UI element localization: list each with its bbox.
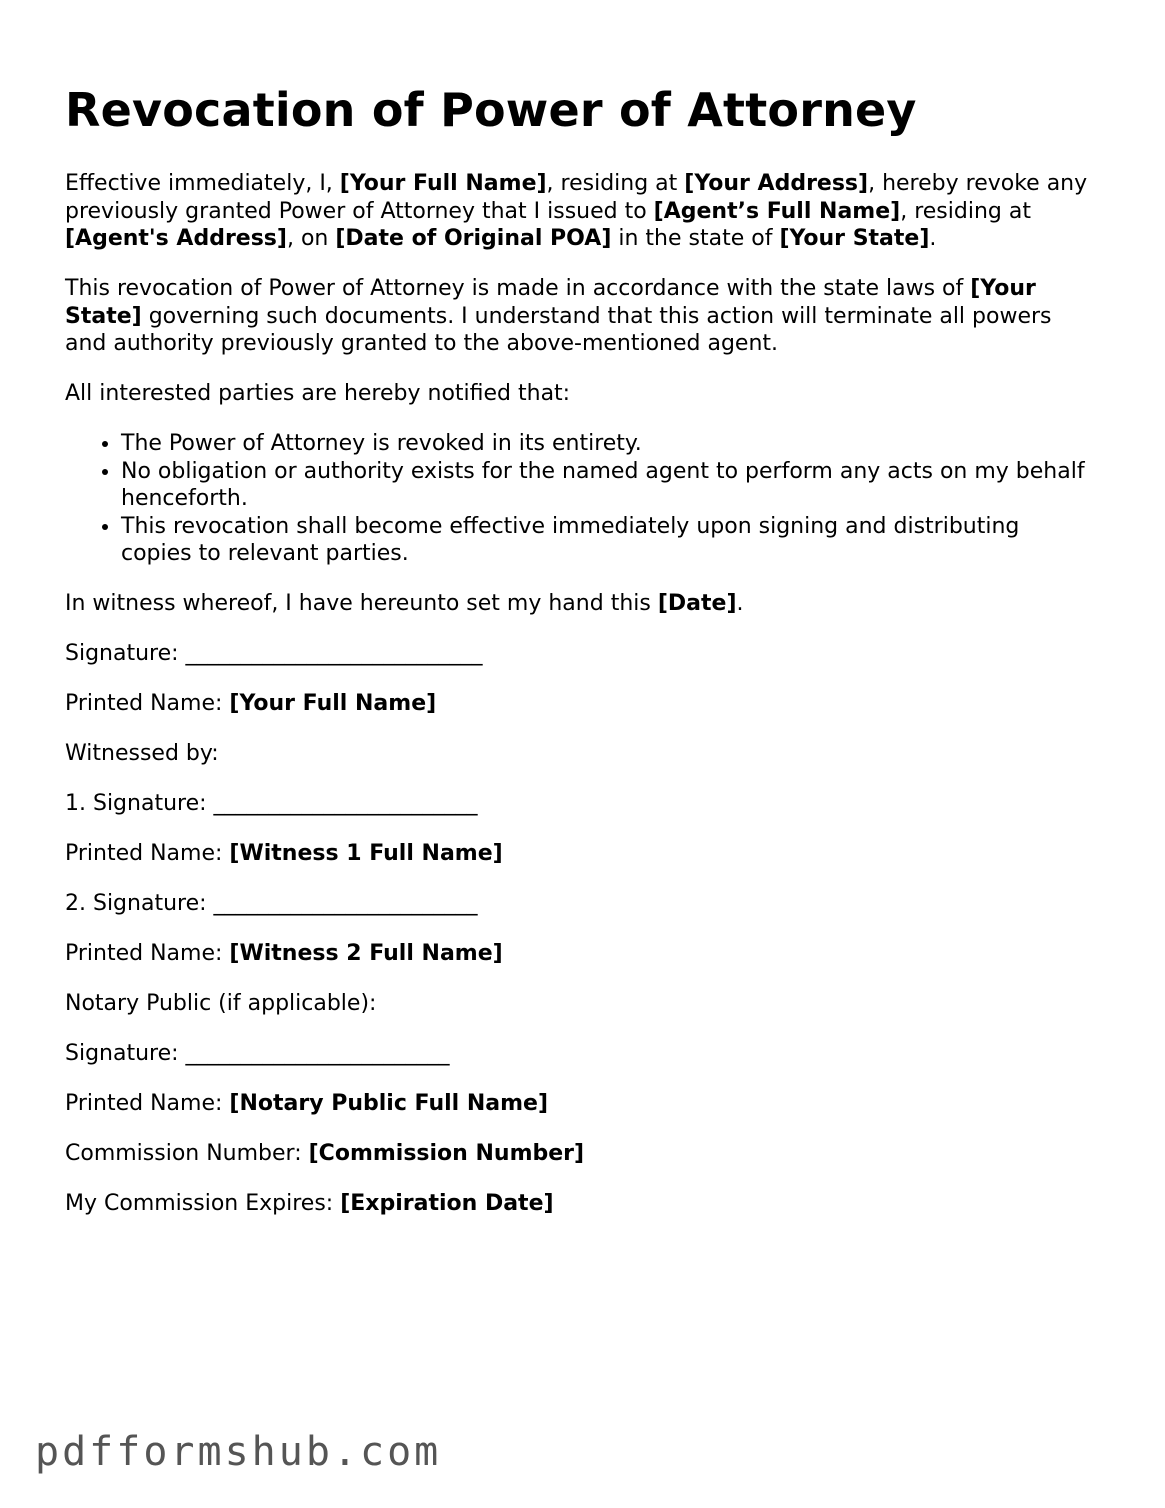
document-title: Revocation of Power of Attorney (65, 83, 917, 137)
principal-name-placeholder: [Your Full Name] (229, 691, 437, 716)
witness1-printed-name (65, 840, 1095, 868)
intro-text: , residing at (546, 171, 685, 196)
agent-full-name-placeholder: [Agent’s Full Name] (653, 198, 901, 224)
intro-text: in the state of (611, 226, 780, 251)
witness-clause-text: In witness whereof, I have hereunto set my hand this (65, 591, 658, 616)
witnessed-by-heading: Witnessed by: (65, 741, 219, 766)
your-full-name-placeholder: [Your Full Name] (339, 171, 547, 196)
law-state-placeholder: [Your State] (65, 276, 1036, 329)
law-text: governing such documents. I understand that this action will terminate all powers and authority previously granted to the above-mentioned agent. (65, 303, 1052, 356)
list-item: • No obligation or authority exists for the named agent to perform any acts on my behalf henceforth. (121, 458, 1095, 513)
principal-signature-line: Signature: ___________________________ (65, 641, 483, 666)
witness1-name-placeholder: [Witness 1 Full Name] (229, 841, 503, 866)
intro-text: , on (286, 226, 336, 251)
notary-name-placeholder: [Notary Public Full Name] (229, 1091, 549, 1116)
notary-heading: Notary Public (if applicable): (65, 991, 377, 1016)
commission-number-label: Commission Number: (65, 1141, 309, 1166)
commission-expires-label: My Commission Expires: (65, 1191, 341, 1216)
law-paragraph (65, 275, 1095, 358)
intro-text: , residing at (900, 198, 1031, 224)
law-text: This revocation of Power of Attorney is made in accordance with the state laws of (65, 276, 971, 301)
witness2-signature-line: 2. Signature: ________________________ (65, 891, 478, 916)
intro-paragraph (65, 170, 1095, 253)
list-item: • This revocation shall become effective immediately upon signing and distributing copies to relevant parties. (121, 513, 1095, 568)
footer-brand-watermark: pdfformshub.com (35, 1429, 442, 1475)
commission-number (65, 1140, 1095, 1168)
witness-clause (65, 590, 1095, 618)
list-item: • The Power of Attorney is revoked in its entirety. (121, 430, 1095, 458)
printed-name-label: Printed Name: (65, 691, 230, 716)
printed-name-label: Printed Name: (65, 1091, 230, 1116)
notary-signature-line: Signature: ________________________ (65, 1041, 450, 1066)
printed-name-label: Printed Name: (65, 941, 230, 966)
your-state-placeholder: [Your State] (779, 226, 930, 251)
commission-expires (65, 1190, 1095, 1218)
witness1-signature-line: 1. Signature: ________________________ (65, 791, 478, 816)
witness2-printed-name (65, 940, 1095, 968)
expiration-date-placeholder: [Expiration Date] (340, 1191, 554, 1216)
witness2-name-placeholder: [Witness 2 Full Name] (229, 941, 503, 966)
original-poa-date-placeholder: [Date of Original POA] (335, 226, 612, 251)
commission-number-placeholder: [Commission Number] (308, 1141, 585, 1166)
agent-address-placeholder: [Agent's Address] (65, 226, 287, 251)
your-address-placeholder: [Your Address] (684, 171, 869, 196)
witness-clause-text: . (736, 591, 744, 616)
document-page (65, 80, 1095, 1240)
intro-text: Effective immediately, I, (65, 171, 340, 196)
printed-name-label: Printed Name: (65, 841, 230, 866)
intro-text: . (929, 226, 937, 251)
principal-printed-name (65, 690, 1095, 718)
notice-list (65, 430, 1095, 568)
intro-text: , hereby revoke any previously granted Power of Attorney that I issued to (65, 171, 1088, 224)
date-placeholder: [Date] (657, 591, 737, 616)
notary-printed-name (65, 1090, 1095, 1118)
notice-intro: All interested parties are hereby notified that: (65, 381, 571, 406)
